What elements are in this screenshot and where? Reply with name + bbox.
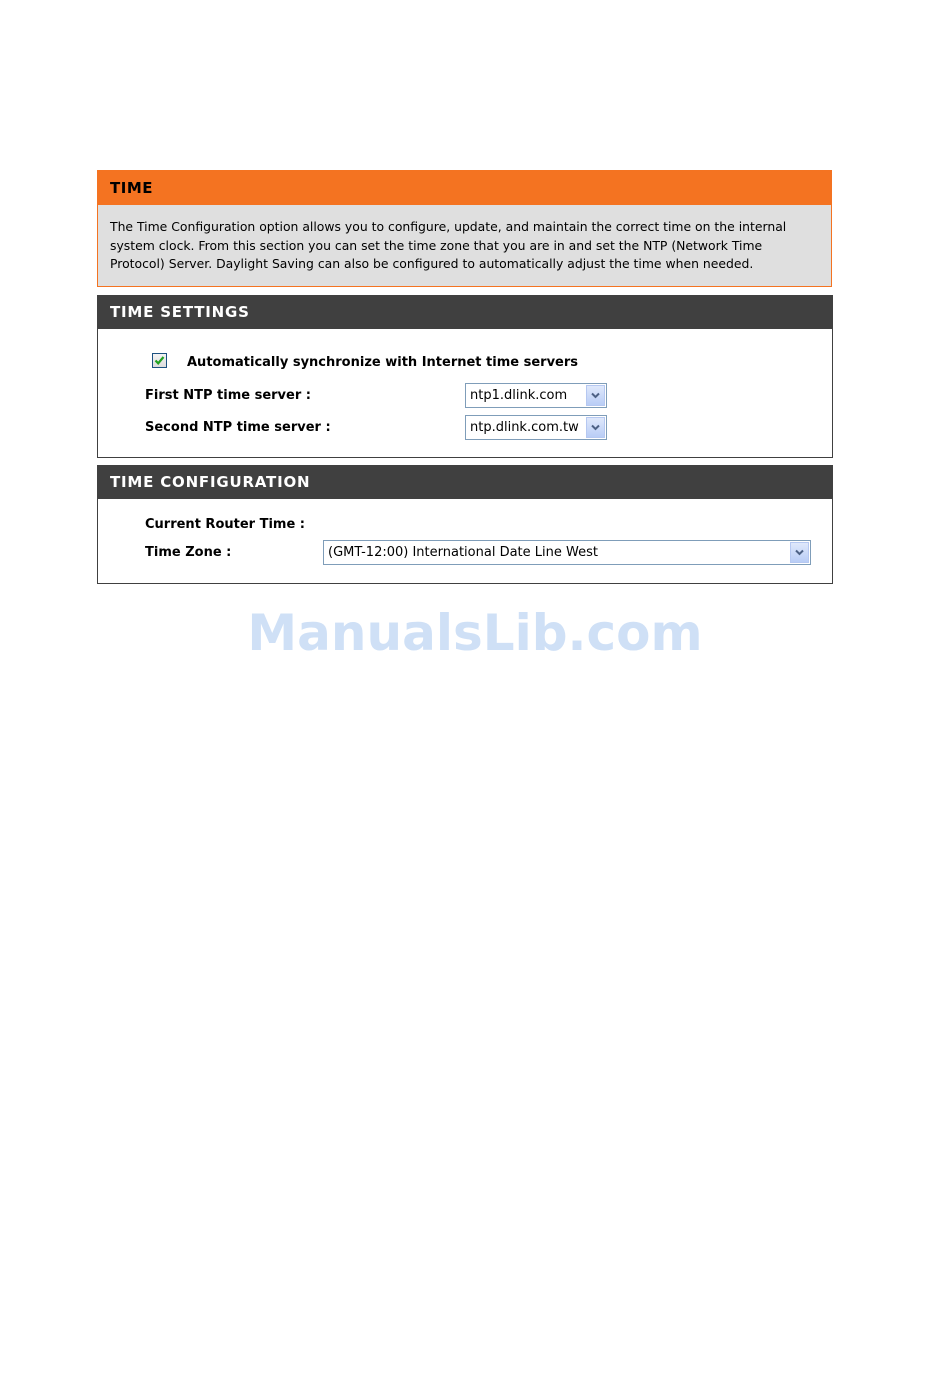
auto-sync-label: Automatically synchronize with Internet time servers — [187, 355, 579, 370]
second-ntp-dropdown-button[interactable] — [586, 417, 605, 438]
chevron-down-icon — [795, 549, 804, 556]
check-icon — [153, 354, 166, 367]
time-zone-label: Time Zone : — [145, 545, 232, 560]
first-ntp-dropdown-button[interactable] — [586, 385, 605, 406]
time-panel-title: TIME — [98, 171, 831, 205]
description-line: The Time Configuration option allows you to configure, update, and maintain the correct time on the internal — [110, 219, 787, 234]
description-line: system clock. From this section you can set the time zone that you are in and set the NTP (Network Time — [110, 237, 763, 253]
auto-sync-checkbox[interactable] — [152, 353, 167, 368]
time-settings-section — [97, 295, 833, 458]
time-settings-title: TIME SETTINGS — [98, 296, 832, 329]
first-ntp-select[interactable] — [465, 383, 607, 408]
time-configuration-title: TIME CONFIGURATION — [98, 466, 832, 499]
watermark: ManualsLib.com — [247, 604, 703, 662]
time-zone-select[interactable] — [323, 540, 811, 565]
description-line: Protocol) Server. Daylight Saving can also be configured to automatically adjust the time when needed. — [110, 256, 754, 271]
first-ntp-label: First NTP time server : — [145, 388, 311, 403]
chevron-down-icon — [591, 424, 600, 431]
time-configuration-section — [97, 465, 833, 584]
time-zone-value: (GMT-12:00) International Date Line West — [328, 545, 598, 560]
time-zone-dropdown-button[interactable] — [790, 542, 809, 563]
first-ntp-value: ntp1.dlink.com — [470, 388, 568, 403]
chevron-down-icon — [591, 392, 600, 399]
second-ntp-label: Second NTP time server : — [145, 420, 331, 435]
second-ntp-select[interactable] — [465, 415, 607, 440]
second-ntp-value: ntp.dlink.com.tw — [470, 420, 579, 435]
current-router-time-label: Current Router Time : — [145, 517, 306, 532]
time-panel — [97, 170, 832, 287]
time-panel-description — [98, 205, 831, 274]
